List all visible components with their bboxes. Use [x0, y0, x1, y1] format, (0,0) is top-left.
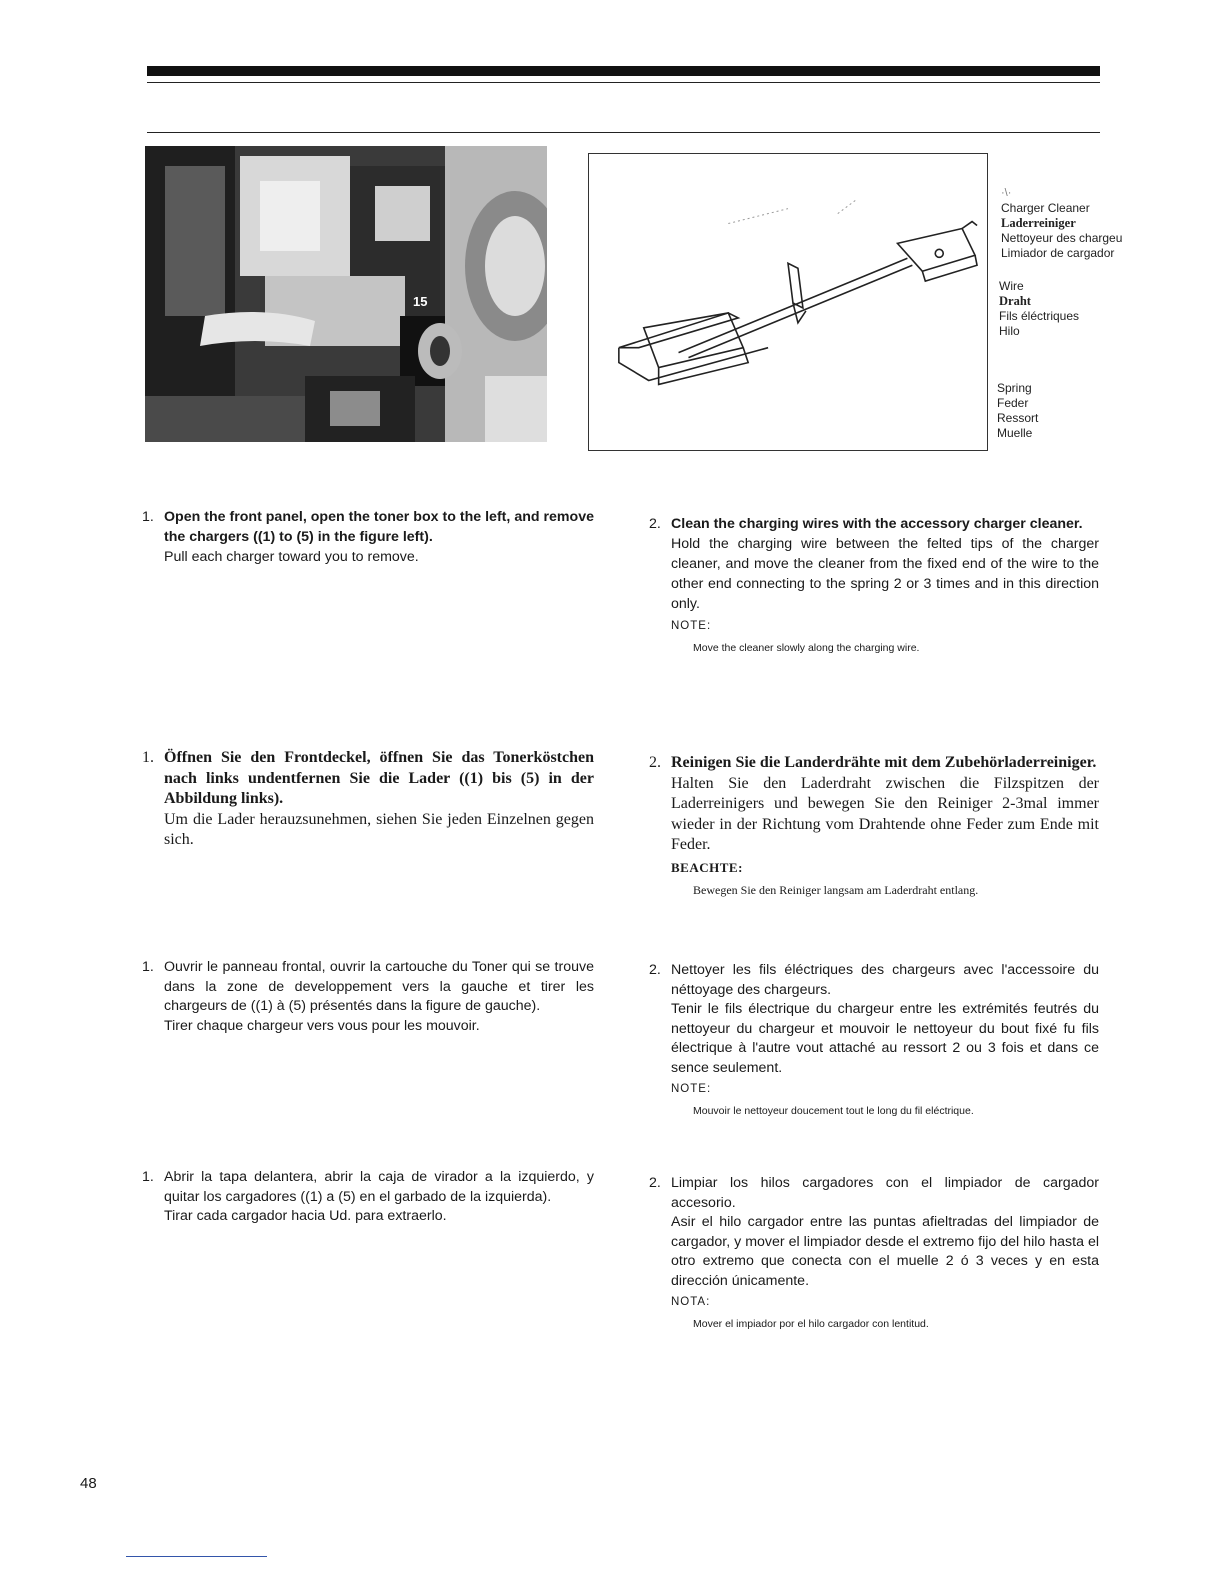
legend-wire-en: Wire	[999, 279, 1024, 293]
legend-charger-cleaner-de: Laderreiniger	[1001, 216, 1076, 230]
step-text: Asir el hilo cargador entre las puntas afieltradas del limpiador de cargador, y mover el limpiador desde el extremo fijo del hilo hasta el otro extremo que conecta con el muelle 2 ó 3 veces y en esta dirección únicamente.	[671, 1214, 1099, 1289]
legend-marker-1: ·\·	[1001, 187, 1012, 199]
legend-spring-fr: Ressort	[997, 411, 1039, 425]
english-step-2	[649, 514, 1099, 658]
step-heading: Open the front panel, open the toner box to the left, and remove the chargers ((1) to (5) in the figure left).	[164, 509, 594, 545]
legend-charger-cleaner	[1001, 186, 1122, 261]
note-label: NOTE:	[671, 1083, 712, 1095]
step-text: Tenir le fils électrique du chargeur entre les extrémités feutrés du nettoyeur du chargeur et mouvoir le nettoyeur du bout fixé fu fils électrique à l'autre vout attaché au ressort 2 ou 3 fois et dans ce sence seulement.	[671, 1001, 1099, 1076]
spanish-step-1	[142, 1168, 594, 1227]
svg-text:15: 15	[413, 294, 428, 309]
charger-cleaner-diagram	[588, 153, 988, 451]
legend-spring-es: Muelle	[997, 426, 1033, 440]
german-step-2	[649, 753, 1099, 901]
step-text: Um die Lader herauzsunehmen, siehen Sie jeden Einzelnen gegen sich.	[164, 810, 594, 848]
legend-wire	[999, 279, 1079, 339]
step-heading: Öffnen Sie den Frontdeckel, öffnen Sie das Tonerköstchen nach links undentfernen Sie die Lader ((1) bis (5) in der Abbildung links).	[164, 749, 594, 807]
step-heading: Reinigen Sie die Landerdrähte mit dem Zubehörladerreiniger.	[671, 754, 1097, 771]
page-number: 48	[80, 1475, 97, 1492]
note-label: NOTA:	[671, 1296, 711, 1308]
step-number: 2.	[649, 754, 661, 771]
step-number: 1.	[142, 959, 154, 975]
spanish-step-2	[649, 1174, 1099, 1334]
step-text: Pull each charger toward you to remove.	[164, 549, 419, 565]
legend-charger-cleaner-es: Limiador de cargador	[1001, 246, 1115, 260]
step-text: Hold the charging wire between the felted tips of the charger cleaner, and move the cleaner from the fixed end of the wire to the other end connecting to the spring 2 or 3 times and in this direction only.	[671, 536, 1099, 612]
header-rule-thin	[147, 82, 1100, 83]
legend-spring-de: Feder	[997, 396, 1029, 410]
note-label: NOTE:	[671, 620, 712, 632]
note-label: BEACHTE:	[671, 859, 743, 875]
step-number: 1.	[142, 749, 154, 766]
legend-charger-cleaner-fr: Nettoyeur des chargeu	[1001, 231, 1123, 245]
legend-charger-cleaner-en: Charger Cleaner	[1001, 201, 1090, 215]
machine-photo	[145, 146, 547, 442]
note-text: Mover el impiador por el hilo cargador con lentitud.	[693, 1317, 929, 1330]
note-text: Mouvoir le nettoyeur doucement tout le long du fil eléctrique.	[693, 1104, 974, 1117]
legend-spring	[997, 381, 1038, 441]
step-number: 2.	[649, 1175, 661, 1191]
french-step-2	[649, 961, 1099, 1121]
english-step-1	[142, 507, 594, 567]
legend-wire-es: Hilo	[999, 324, 1020, 338]
step-number: 1.	[142, 1169, 154, 1185]
step-text: Tirar cada cargador hacia Ud. para extraerlo.	[164, 1208, 447, 1224]
step-heading: Limpiar los hilos cargadores con el limpiador de cargador accesorio.	[671, 1175, 1099, 1211]
note-text: Move the cleaner slowly along the charging wire.	[693, 642, 920, 654]
step-text: Halten Sie den Laderdraht zwischen die Filzspitzen der Laderreinigers und bewegen Sie den Reiniger 2-3mal immer wieder in der Richtung vom Drahtende ohne Feder zum Ende mit Feder.	[671, 774, 1099, 853]
legend-wire-de: Draht	[999, 294, 1031, 308]
step-number: 2.	[649, 962, 661, 978]
step-number: 1.	[142, 509, 154, 525]
footer-link-line	[126, 1556, 267, 1557]
step-heading: Ouvrir le panneau frontal, ouvrir la cartouche du Toner qui se trouve dans la zone de developpement vers la gauche et tirer les chargeurs de ((1) à (5) présentés dans la figure de gauche).	[164, 959, 594, 1014]
step-heading: Clean the charging wires with the accessory charger cleaner.	[671, 516, 1083, 532]
step-heading: Nettoyer les fils éléctriques des chargeurs avec l'accessoire du néttoyage des chargeurs.	[671, 962, 1099, 998]
french-step-1	[142, 958, 594, 1036]
header-rule-thick	[147, 66, 1100, 76]
legend-wire-fr: Fils éléctriques	[999, 309, 1080, 323]
step-text: Tirer chaque chargeur vers vous pour les mouvoir.	[164, 1017, 480, 1034]
section-rule	[147, 132, 1100, 133]
german-step-1	[142, 748, 594, 851]
legend-spring-en: Spring	[997, 381, 1032, 395]
note-text: Bewegen Sie den Reiniger langsam am Laderdraht entlang.	[693, 883, 979, 897]
step-number: 2.	[649, 516, 661, 532]
step-heading: Abrir la tapa delantera, abrir la caja de virador a la izquierdo, y quitar los cargadores ((1) a (5) en el garbado de la izquierda).	[164, 1169, 594, 1205]
